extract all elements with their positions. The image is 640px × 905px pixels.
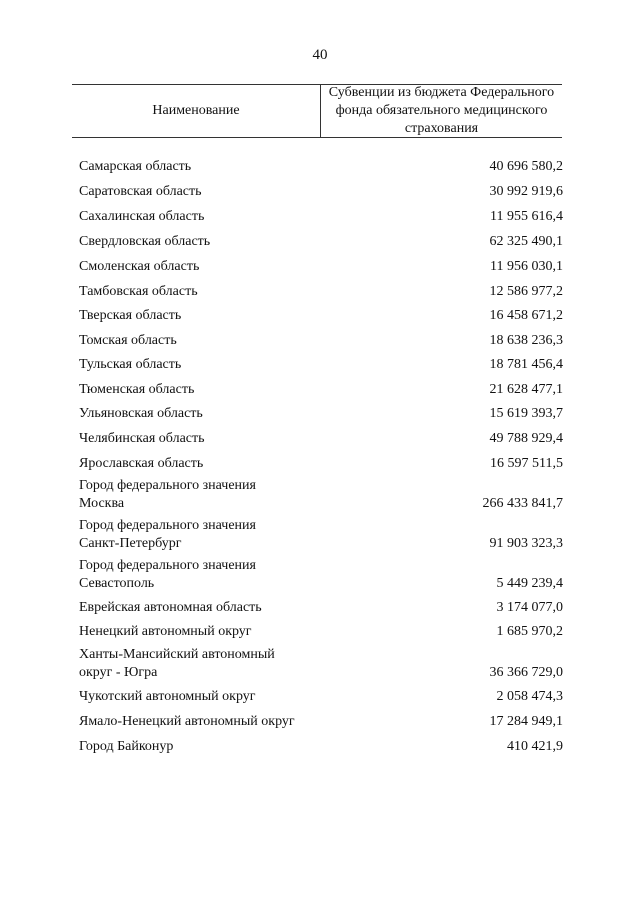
- region-name: Город федерального значения Москва: [79, 478, 256, 511]
- subvention-amount: 36 366 729,0: [489, 665, 563, 680]
- table-row: [79, 332, 563, 350]
- region-name: Челябинская область: [79, 431, 205, 446]
- table-row: [79, 477, 563, 513]
- table-row: [79, 356, 563, 374]
- table-row: [79, 517, 563, 553]
- table-row: [79, 233, 563, 251]
- subvention-amount: 18 638 236,3: [489, 333, 563, 348]
- subvention-amount: 3 174 077,0: [496, 600, 563, 615]
- table-row: [79, 405, 563, 423]
- region-name: Тамбовская область: [79, 284, 198, 299]
- table-row: [79, 381, 563, 399]
- subvention-amount: 62 325 490,1: [489, 234, 563, 249]
- region-name: Чукотский автономный округ: [79, 689, 256, 704]
- region-name: Город федерального значения Севастополь: [79, 558, 256, 591]
- subvention-amount: 15 619 393,7: [489, 406, 563, 421]
- table-row: [79, 738, 563, 756]
- table-row: [79, 430, 563, 448]
- subvention-amount: 17 284 949,1: [489, 714, 563, 729]
- subvention-amount: 410 421,9: [507, 739, 563, 754]
- table-row: [79, 183, 563, 201]
- table-row: [79, 307, 563, 325]
- subvention-amount: 5 449 239,4: [496, 576, 563, 591]
- region-name: Томская область: [79, 333, 177, 348]
- region-name: Свердловская область: [79, 234, 211, 249]
- table-row: [79, 158, 563, 176]
- subvention-amount: 1 685 970,2: [496, 624, 563, 639]
- subvention-amount: 2 058 474,3: [496, 689, 563, 704]
- subvention-amount: 40 696 580,2: [489, 159, 563, 174]
- table-row: [79, 283, 563, 301]
- subvention-amount: 11 955 616,4: [490, 209, 563, 224]
- region-name: Ненецкий автономный округ: [79, 624, 252, 639]
- subvention-amount: 30 992 919,6: [489, 184, 563, 199]
- region-name: Город Байконур: [79, 739, 174, 754]
- table-row: [79, 208, 563, 226]
- header-name-column: Наименование: [72, 85, 321, 137]
- subvention-amount: 91 903 323,3: [489, 536, 563, 551]
- region-name: Тульская область: [79, 357, 182, 372]
- table-row: [79, 455, 563, 473]
- page-number: 40: [312, 47, 328, 63]
- table-row: [79, 688, 563, 706]
- region-name: Тверская область: [79, 308, 182, 323]
- region-name: Сахалинская область: [79, 209, 205, 224]
- table-row: [79, 646, 563, 682]
- subvention-amount: 49 788 929,4: [489, 431, 563, 446]
- subvention-amount: 266 433 841,7: [482, 496, 563, 511]
- table-row: [79, 557, 563, 593]
- region-name: Еврейская автономная область: [79, 600, 262, 615]
- region-name: Ямало-Ненецкий автономный округ: [79, 714, 295, 729]
- region-name: Город федерального значения Санкт-Петербург: [79, 518, 256, 551]
- region-name: Смоленская область: [79, 259, 200, 274]
- header-value-column: Субвенции из бюджета Федерального фонда обязательного медицинского страхования: [328, 85, 555, 136]
- region-name: Саратовская область: [79, 184, 202, 199]
- subvention-amount: 16 458 671,2: [489, 308, 563, 323]
- table-row: [79, 599, 563, 617]
- subvention-amount: 18 781 456,4: [489, 357, 563, 372]
- table-row: [79, 713, 563, 731]
- subvention-amount: 12 586 977,2: [489, 284, 563, 299]
- region-name: Ярославская область: [79, 456, 204, 471]
- table-row: [79, 258, 563, 276]
- region-name: Ульяновская область: [79, 406, 203, 421]
- region-name: Самарская область: [79, 159, 192, 174]
- subvention-amount: 21 628 477,1: [489, 382, 563, 397]
- subvention-amount: 16 597 511,5: [490, 456, 563, 471]
- subvention-amount: 11 956 030,1: [490, 259, 563, 274]
- region-name: Ханты-Мансийский автономный округ - Югра: [79, 647, 275, 680]
- table-row: [79, 623, 563, 641]
- region-name: Тюменская область: [79, 382, 195, 397]
